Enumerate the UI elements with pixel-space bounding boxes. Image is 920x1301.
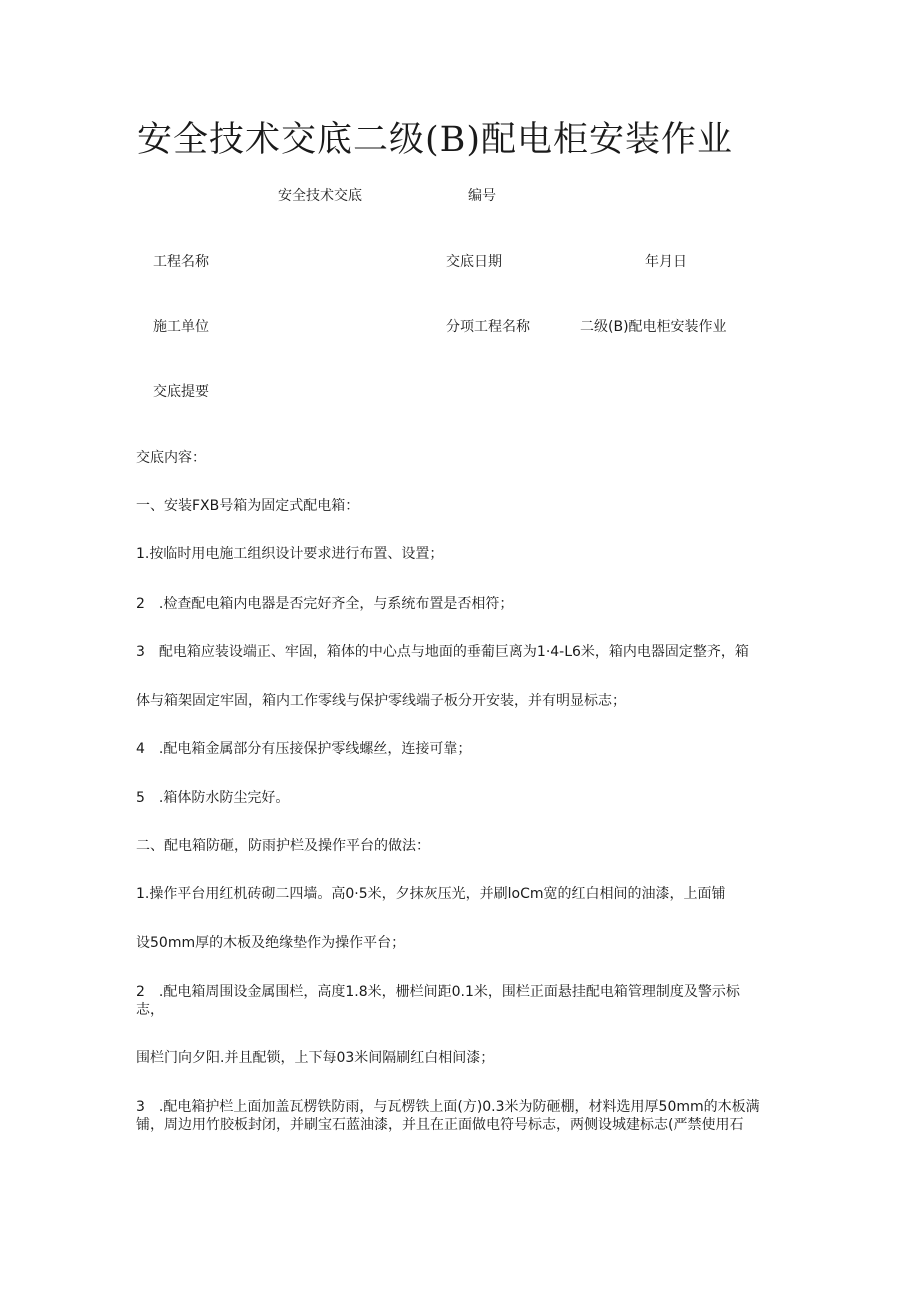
section1-item: 1.按临时用电施工组织设计要求进行布置、设置； (136, 546, 444, 562)
subproject-value: 二级(B)配电柜安装作业 (580, 319, 727, 335)
content-intro: 交底内容： (136, 450, 206, 466)
section1-item: 3 配电箱应装设端正、牢固，箱体的中心点与地面的垂葡巨离为1·4-L6米，箱内电器固定整齐，箱 (136, 644, 749, 660)
number-label: 编号 (468, 188, 496, 204)
section1-heading: 一、安装FXB号箱为固定式配电箱： (136, 498, 360, 514)
construction-unit-label: 施工单位 (153, 319, 209, 335)
project-name-label: 工程名称 (153, 254, 209, 270)
subproject-label: 分项工程名称 (446, 319, 530, 335)
section2-item: 设50mm厚的木板及绝缘垫作为操作平台； (136, 935, 406, 951)
section1-item: 4 .配电箱金属部分有压接保护零线螺丝，连接可靠； (136, 741, 472, 757)
section1-item: 2 .检查配电箱内电器是否完好齐全，与系统布置是否相符； (136, 596, 514, 612)
section1-item: 5 .箱体防水防尘完好。 (136, 790, 290, 806)
section2-item: 1.操作平台用红机砖砌二四墙。高0·5米，夕抹灰压光，并刷loCm宽的红白相间的油漆，上面铺 (136, 886, 726, 902)
section2-heading: 二、配电箱防砸，防雨护栏及操作平台的做法： (136, 838, 430, 854)
header-label: 安全技术交底 (278, 188, 362, 204)
document-title: 安全技术交底二级(B)配电柜安装作业 (137, 120, 734, 160)
section2-item: 志， (136, 1002, 164, 1018)
section2-item: 2 .配电箱周围设金属围栏，高度1.8米，栅栏间距0.1米，围栏正面悬挂配电箱管理制度及警示标 (136, 984, 740, 1000)
summary-label: 交底提要 (153, 384, 209, 400)
section2-item: 围栏门向夕阳.并且配锁，上下每03米间隔刷红白相间漆； (136, 1050, 495, 1066)
section1-item: 体与箱架固定牢固，箱内工作零线与保护零线端子板分开安装，并有明显标志； (136, 693, 626, 709)
date-label: 交底日期 (446, 254, 502, 270)
section2-item: 3 .配电箱护栏上面加盖瓦楞铁防雨，与瓦楞铁上面(方)0.3米为防砸棚，材料选用厚50mm的木板满 (136, 1099, 760, 1115)
section2-item: 铺，周边用竹胶板封闭，并刷宝石蓝油漆，并且在正面做电符号标志，两侧设城建标志(严禁使用石 (136, 1117, 744, 1133)
date-value: 年月日 (645, 254, 687, 270)
